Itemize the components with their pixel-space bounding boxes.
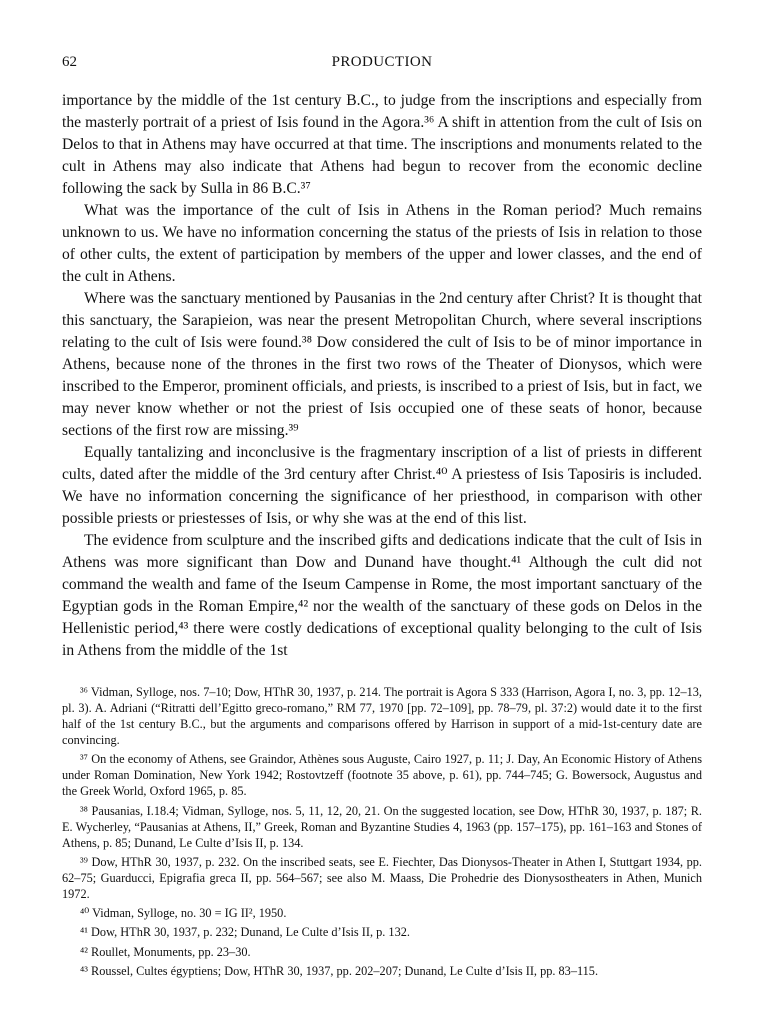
paragraph: What was the importance of the cult of Isis in Athens in the Roman period? Much remains unknown to us. We have no information concerning the status of the priests of Isis in relation to those of other cults, the extent of participation by members of the upper and lower classes, and the end of the cult in Athens. [62, 202, 702, 285]
footnote: ³⁸ Pausanias, I.18.4; Vidman, Sylloge, nos. 5, 11, 12, 20, 21. On the suggested location, see Dow, HThR 30, 1937, p. 187; R. E. Wycherley, “Pausanias at Athens, II,” Greek, Roman and Byzantine Studies 4, 1963 (pp. 157–175), pp. 161–163 and Stones of Athens, p. 85; Dunand, Le Culte d’Isis II, p. 134. [62, 803, 702, 850]
running-header [62, 54, 702, 76]
footnote: ⁴³ Roussel, Cultes égyptiens; Dow, HThR 30, 1937, pp. 202–207; Dunand, Le Culte d’Isis II, pp. 83–115. [80, 964, 599, 979]
footnote: ³⁷ On the economy of Athens, see Graindor, Athènes sous Auguste, Cairo 1927, p. 11; J. Day, An Economic History of Athens under Roman Domination, New York 1942; Rostovtzeff (footnote 35 above, p. 61), pp. 744–745; G. Bowersock, Augustus and the Greek World, Oxford 1965, p. 85. [62, 752, 702, 799]
footnote: ³⁶ Vidman, Sylloge, nos. 7–10; Dow, HThR 30, 1937, p. 214. The portrait is Agora S 333 (Harrison, Agora I, no. 3, pp. 12–13, pl. 3). A. Adriani (“Ritratti dell’Egitto greco-romano,” RM 77, 1970 [pp. 72–109], pp. 78–79, pl. 37:2) would date it to the first half of the 1st century B.C., but the arguments and comparisons offered by Harrison in support of a mid-1st-century date are convincing. [62, 685, 702, 747]
main-text [62, 90, 702, 662]
running-title: PRODUCTION [331, 54, 433, 70]
footnote: ³⁹ Dow, HThR 30, 1937, p. 232. On the inscribed seats, see E. Fiechter, Das Dionysos-Theater in Athen I, Stuttgart 1934, pp. 62–75; Guarducci, Epigrafia greca II, pp. 564–567; see also M. Maass, Die Prohedrie des Dionysostheaters in Athen, Munich 1972. [62, 854, 702, 901]
footnote: ⁴¹ Dow, HThR 30, 1937, p. 232; Dunand, Le Culte d’Isis II, p. 132. [80, 925, 410, 940]
page-number: 62 [62, 54, 77, 70]
paragraph: importance by the middle of the 1st century B.C., to judge from the inscriptions and especially from the masterly portrait of a priest of Isis found in the Agora.³⁶ A shift in attention from the cult of Isis on Delos to that in Athens may have occurred at that time. The inscriptions and monuments related to the cult in Athens may also indicate that Athens had begun to recover from the economic decline following the sack by Sulla in 86 B.C.³⁷ [62, 92, 702, 197]
paragraph: Where was the sanctuary mentioned by Pausanias in the 2nd century after Christ? It is thought that this sanctuary, the Sarapieion, was near the present Metropolitan Church, where several inscriptions relating to the cult of Isis were found.³⁸ Dow considered the cult of Isis to be of minor importance in Athens, because none of the thrones in the first two rows of the Theater of Dionysos, which were inscribed to the Emperor, prominent officials, and priests, is inscribed to a priest of Isis, but in fact, we may never know whether or not the priest of Isis occupied one of these seats of honor, because sections of the first row are missing.³⁹ [62, 290, 702, 439]
paragraph: Equally tantalizing and inconclusive is the fragmentary inscription of a list of priests in different cults, dated after the middle of the 3rd century after Christ.⁴⁰ A priestess of Isis Taposiris is included. We have no information concerning the significance of her priesthood, in comparison with other possible priests or priestesses of Isis, or why she was at the end of this list. [62, 444, 702, 527]
footnote: ⁴² Roullet, Monuments, pp. 23–30. [80, 944, 251, 959]
footnotes [62, 684, 702, 982]
paragraph: The evidence from sculpture and the inscribed gifts and dedications indicate that the cult of Isis in Athens was more significant than Dow and Dunand have thought.⁴¹ Although the cult did not command the wealth and fame of the Iseum Campense in Rome, the most important sanctuary of the Egyptian gods in the Roman Empire,⁴² nor the wealth of the sanctuary of these gods on Delos in the Hellenistic period,⁴³ there were costly dedications of exceptional quality belonging to the cult of Isis in Athens from the middle of the 1st [62, 532, 702, 659]
footnote: ⁴⁰ Vidman, Sylloge, no. 30 = IG II², 1950. [80, 906, 287, 921]
